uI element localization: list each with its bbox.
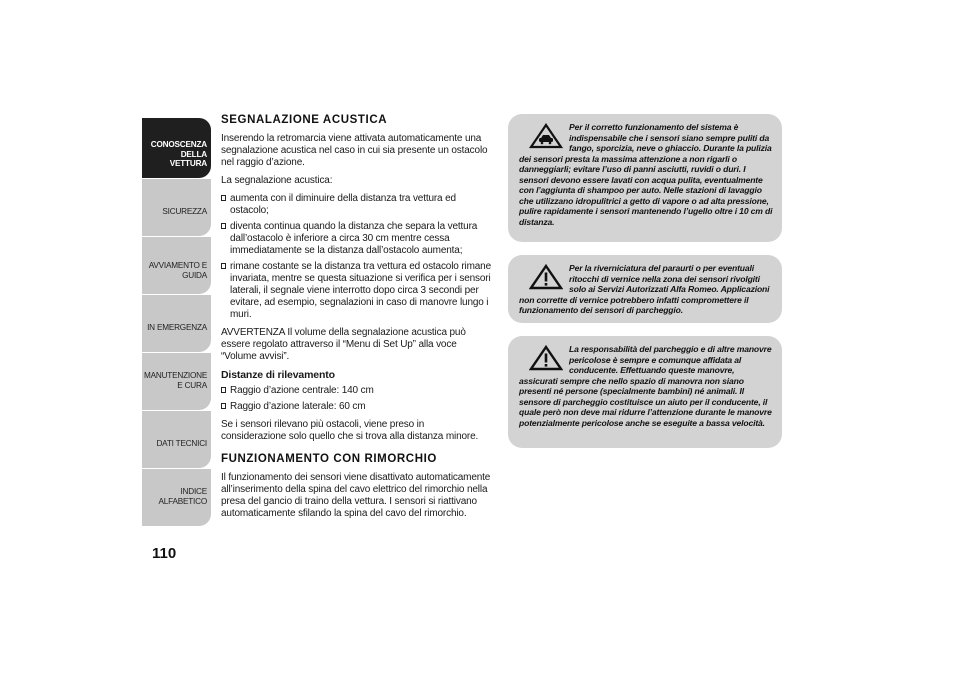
warning-box [508,114,782,242]
tab-in-emergenza[interactable]: IN EMERGENZA [142,295,211,352]
paragraph-avvertenza: AVVERTENZA Il volume della segnalazione acustica può essere regolato attraverso il “Menu di Set Up” alla voce “Volume avvisi”. [221,327,466,362]
tab-dati-tecnici[interactable]: DATI TECNICI [142,411,211,468]
warning-box [508,336,782,448]
bullet-list [221,193,491,321]
warning-triangle-icon [529,345,563,371]
car-sensor-warning-icon [529,123,563,149]
warning-text: La responsabilità del parcheggio e di altre manovre pericolose è sempre e comunque affidata al conducente. Effettuando queste manovre, assicurati sempre che nello spazio di manovra non siano presenti né persone (specialmente bambini) né animali. Il sensore di parcheggio costituisce un aiuto per il conducente, il quale però non deve mai ridurre l’attenzione durante le manovre potenzialmente pericolose anche se eseguite a bassa velocità. [519,344,772,428]
warning-text: Per il corretto funzionamento del sistema è indispensabile che i sensori siano sempre puliti da fango, sporcizia, neve o ghiaccio. Durante la pulizia dei sensori presta la massima attenzione a non rigarli o danneggiarli; evitare l’uso di panni asciutti, ruvidi o duri. I sensori devono essere lavati con acqua pulita, eventualmente con l’aggiunta di shampoo per auto. Nelle stazioni di lavaggio che utilizzano idropulitrici a getto di vapore o ad alta pressione, pulire rapidamente i sensori mantenendo l’ugello oltre i 10 cm di distanza. [519,122,773,227]
tab-manutenzione-e-cura[interactable]: MANUTENZIONE E CURA [142,353,211,410]
list-item: Raggio d’azione centrale: 140 cm [221,385,491,397]
warning-box [508,255,782,323]
list-item: diventa continua quando la distanza che separa la vettura dall’ostacolo è inferiore a circa 30 cm mentre cessa immediatamente se la distanza dall’ostacolo aumenta; [221,221,491,257]
paragraph: Inserendo la retromarcia viene attivata automaticamente una segnalazione acustica nel caso in cui sia presente un ostacolo nel raggio d’azione. [221,133,488,168]
tab-indice-alfabetico[interactable]: INDICE ALFABETICO [142,469,211,526]
warning-triangle-icon [529,264,563,290]
section-heading-rimorchio: FUNZIONAMENTO CON RIMORCHIO [221,453,437,465]
tab-sicurezza[interactable]: SICUREZZA [142,179,211,236]
warning-text: Per la riverniciatura del paraurti o per eventuali ritocchi di vernice nella zona dei sensori rivolgiti solo ai Servizi Autorizzati Alfa Romeo. Applicazioni non corrette di vernice potrebbero infatti compromettere il funzionamento dei sensori di parcheggio. [519,263,770,315]
tab-avviamento-e-guida[interactable]: AVVIAMENTO E GUIDA [142,237,211,294]
tab-conoscenza-della-vettura[interactable]: CONOSCENZA DELLA VETTURA [142,118,211,178]
bullet-list [221,385,491,413]
paragraph: Se i sensori rilevano più ostacoli, viene preso in considerazione solo quello che si trova alla distanza minore. [221,419,479,442]
subheading-distanze: Distanze di rilevamento [221,369,335,381]
chapter-sidebar [142,118,211,527]
main-text-column [221,114,491,526]
section-heading-segnalazione: SEGNALAZIONE ACUSTICA [221,114,388,126]
paragraph: La segnalazione acustica: [221,175,333,186]
list-item: Raggio d’azione laterale: 60 cm [221,401,491,413]
page-number: 110 [152,545,177,562]
list-item: aumenta con il diminuire della distanza tra vettura ed ostacolo; [221,193,491,217]
list-item: rimane costante se la distanza tra vettura ed ostacolo rimane invariata, mentre se questa situazione si verifica per i sensori laterali, il segnale viene interrotto dopo circa 3 secondi per evitare, ad esempio, segnalazioni in caso di manovre lungo i muri. [221,261,491,321]
warnings-column [508,114,782,461]
paragraph: Il funzionamento dei sensori viene disattivato automaticamente all’inserimento della spina del cavo elettrico del rimorchio nella presa del gancio di traino della vettura. I sensori si riattivano automaticamente sfilando la spina del cavo del rimorchio. [221,472,491,519]
